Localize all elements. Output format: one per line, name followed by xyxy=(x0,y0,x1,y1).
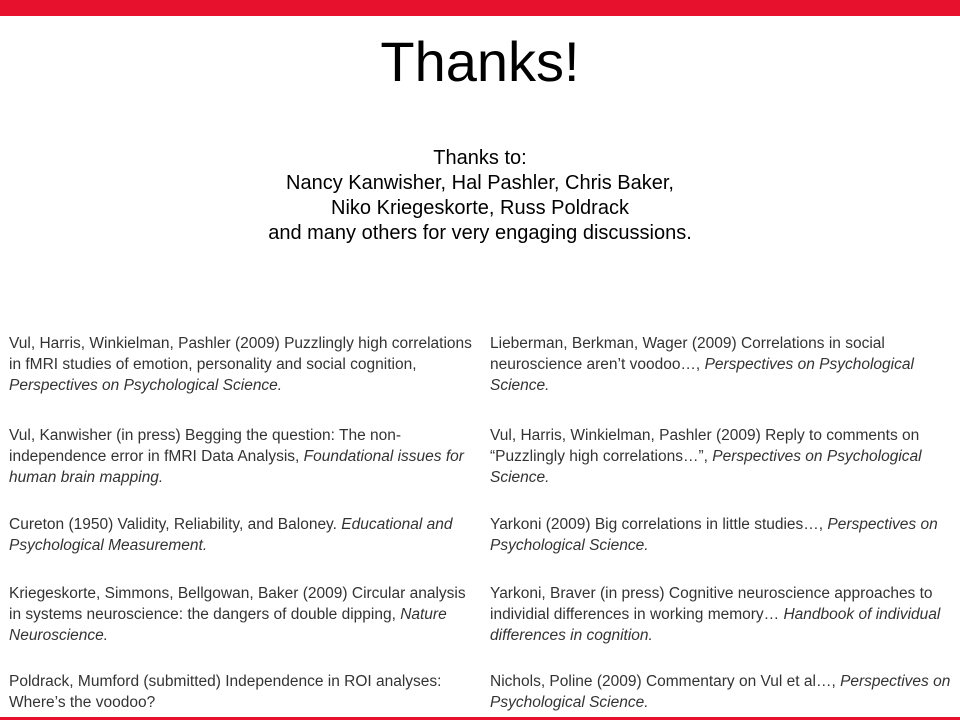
reference-text: Vul, Harris, Winkielman, Pashler (2009) Puzzlingly high correlations in fMRI studies of emotion, personality and social cognition, xyxy=(9,335,472,373)
reference-source: Perspectives on Psychological Science. xyxy=(9,377,283,394)
reference-item xyxy=(9,514,479,556)
reference-text: Vul, Kanwisher (in press) Begging the question: The non-independence error in fMRI Data Analysis, xyxy=(9,427,402,465)
slide-title: Thanks! xyxy=(380,30,580,93)
reference-text: Lieberman, Berkman, Wager (2009) Correlations in social neuroscience aren’t voodoo…, xyxy=(490,335,885,373)
reference-source: Perspectives on Psychological Science. xyxy=(490,356,914,394)
reference-item xyxy=(9,425,479,488)
reference-text: Poldrack, Mumford (submitted) Independence in ROI analyses: Where’s the voodoo? xyxy=(9,673,442,711)
reference-item xyxy=(490,333,952,396)
reference-item xyxy=(490,514,952,556)
reference-item xyxy=(9,333,479,396)
acknowledgements-line-2: Niko Kriegeskorte, Russ Poldrack xyxy=(331,197,629,219)
reference-text: Nichols, Poline (2009) Commentary on Vul et al…, xyxy=(490,673,841,690)
reference-source: Foundational issues for human brain mapping. xyxy=(9,448,464,486)
reference-source: Perspectives on Psychological Science. xyxy=(490,516,938,554)
reference-text: Yarkoni (2009) Big correlations in little studies…, xyxy=(490,516,828,533)
top-accent-bar xyxy=(0,0,960,16)
acknowledgements-heading: Thanks to: xyxy=(433,147,527,169)
reference-source: Educational and Psychological Measurement. xyxy=(9,516,453,554)
reference-text: Kriegeskorte, Simmons, Bellgowan, Baker (2009) Circular analysis in systems neuroscience: the dangers of double dipping, xyxy=(9,585,466,623)
reference-source: Handbook of individual differences in cognition. xyxy=(490,606,941,644)
reference-item xyxy=(490,425,952,488)
acknowledgements-line-1: Nancy Kanwisher, Hal Pashler, Chris Baker, xyxy=(286,172,674,194)
acknowledgements-line-3: and many others for very engaging discussions. xyxy=(268,222,692,244)
reference-text: Cureton (1950) Validity, Reliability, and Baloney. xyxy=(9,516,342,533)
reference-source: Perspectives on Psychological Science. xyxy=(490,673,951,711)
reference-text: Yarkoni, Braver (in press) Cognitive neuroscience approaches to individial differences in working memory… xyxy=(490,585,933,623)
reference-text: Vul, Harris, Winkielman, Pashler (2009) Reply to comments on “Puzzlingly high correlations…”, xyxy=(490,427,920,465)
acknowledgements xyxy=(0,146,960,246)
reference-item xyxy=(9,583,479,646)
reference-item xyxy=(9,671,479,713)
reference-item xyxy=(490,671,952,713)
reference-source: Nature Neuroscience. xyxy=(9,606,447,644)
reference-item xyxy=(490,583,952,646)
reference-source: Perspectives on Psychological Science. xyxy=(490,448,922,486)
